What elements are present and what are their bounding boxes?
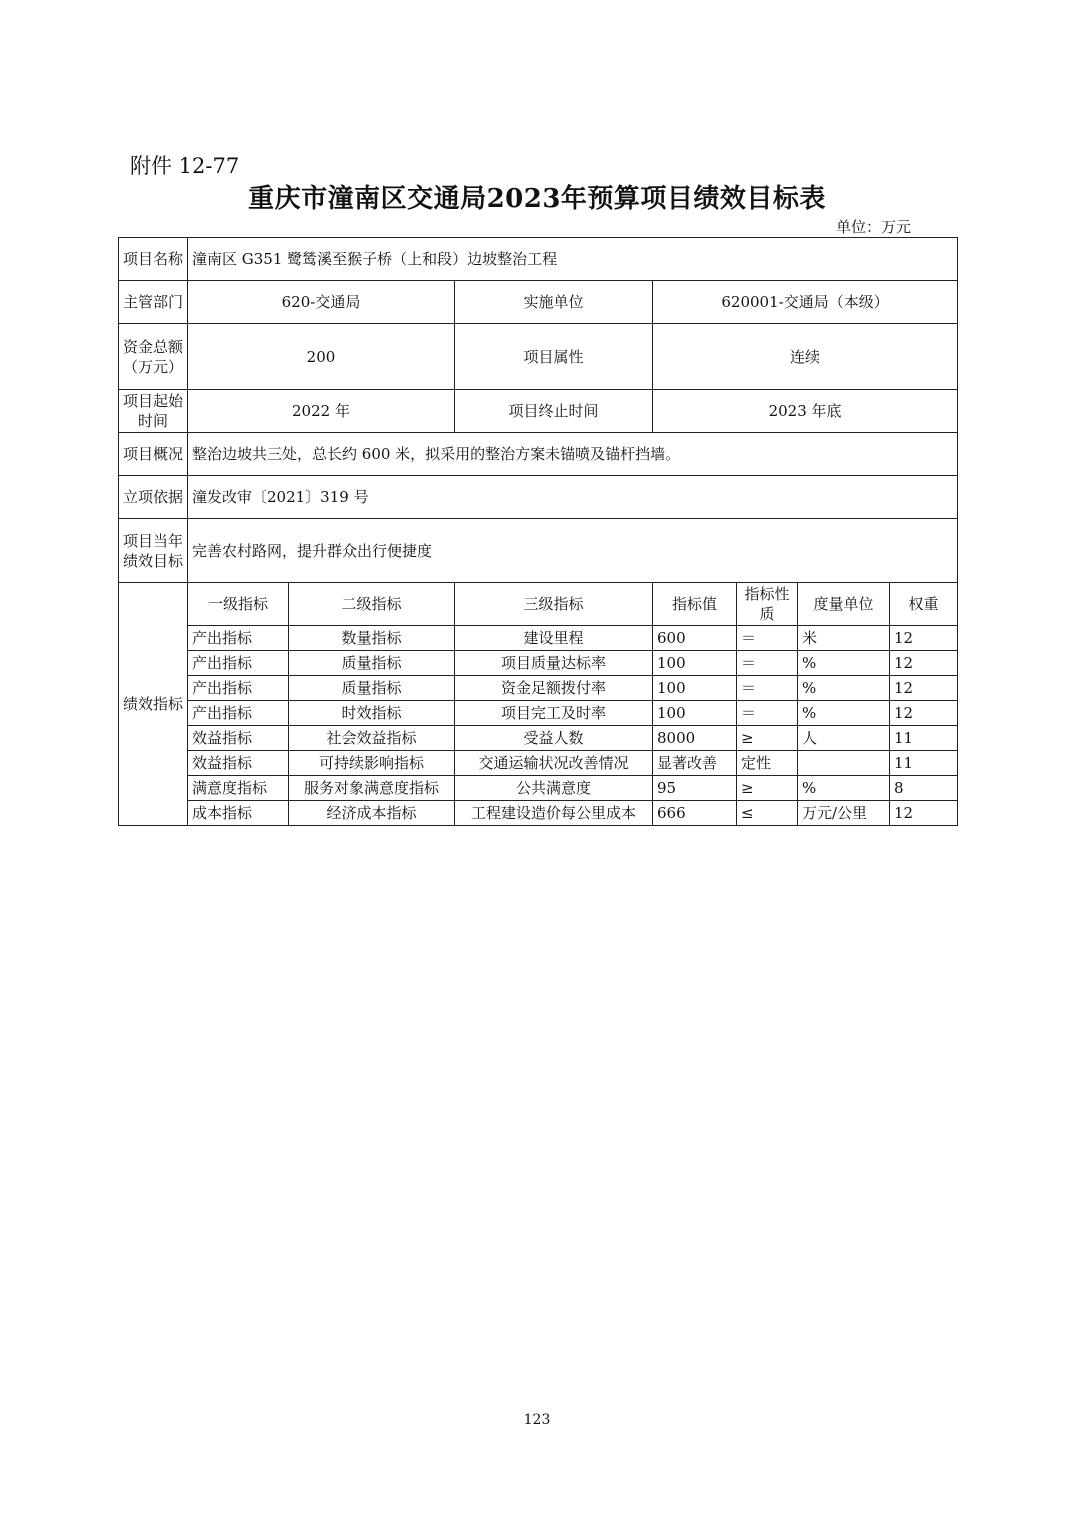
page-number: 123: [523, 1412, 551, 1428]
cell-weight: 12: [890, 701, 958, 726]
cell-level2: 社会效益指标: [289, 726, 455, 751]
cell-level1: 成本指标: [188, 801, 289, 826]
header-nature: 指标性质: [737, 583, 798, 626]
cell-level2: 质量指标: [289, 651, 455, 676]
impl-label: 实施单位: [455, 281, 653, 324]
dept-label: 主管部门: [119, 281, 188, 324]
cell-unit: [798, 751, 890, 776]
cell-value: 100: [653, 651, 737, 676]
cell-unit: %: [798, 651, 890, 676]
project-name-value: 潼南区 G351 鹭鸶溪至猴子桥（上和段）边坡整治工程: [188, 238, 958, 281]
fund-value: 200: [188, 324, 455, 390]
perf-header-row: [119, 583, 958, 626]
table-row: [119, 651, 958, 676]
cell-unit: %: [798, 776, 890, 801]
header-level1: 一级指标: [188, 583, 289, 626]
fund-label: 资金总额（万元）: [119, 324, 188, 390]
cell-unit: 人: [798, 726, 890, 751]
cell-nature: ＝: [737, 626, 798, 651]
row-goal: [119, 519, 958, 583]
table-row: [119, 726, 958, 751]
header-value: 指标值: [653, 583, 737, 626]
cell-level2: 数量指标: [289, 626, 455, 651]
cell-level3: 受益人数: [455, 726, 653, 751]
cell-nature: 定性: [737, 751, 798, 776]
cell-level1: 产出指标: [188, 626, 289, 651]
cell-level2: 经济成本指标: [289, 801, 455, 826]
impl-value: 620001-交通局（本级）: [653, 281, 958, 324]
cell-unit: %: [798, 701, 890, 726]
table-row: [119, 676, 958, 701]
attachment-label: 附件 12-77: [130, 154, 240, 178]
dept-value: 620-交通局: [188, 281, 455, 324]
cell-level1: 产出指标: [188, 701, 289, 726]
header-weight: 权重: [890, 583, 958, 626]
overview-label: 项目概况: [119, 433, 188, 476]
cell-value: 600: [653, 626, 737, 651]
cell-level2: 质量指标: [289, 676, 455, 701]
row-time: [119, 390, 958, 433]
cell-value: 666: [653, 801, 737, 826]
cell-nature: ＝: [737, 676, 798, 701]
header-level3: 三级指标: [455, 583, 653, 626]
perf-label: 绩效指标: [119, 583, 188, 826]
cell-level3: 公共满意度: [455, 776, 653, 801]
attr-value: 连续: [653, 324, 958, 390]
attr-label: 项目属性: [455, 324, 653, 390]
cell-weight: 12: [890, 801, 958, 826]
cell-level3: 项目完工及时率: [455, 701, 653, 726]
cell-weight: 12: [890, 626, 958, 651]
basis-label: 立项依据: [119, 476, 188, 519]
cell-value: 95: [653, 776, 737, 801]
row-project-name: [119, 238, 958, 281]
cell-level1: 产出指标: [188, 651, 289, 676]
project-name-label: 项目名称: [119, 238, 188, 281]
basis-value: 潼发改审〔2021〕319 号: [188, 476, 958, 519]
table-row: [119, 801, 958, 826]
end-label: 项目终止时间: [455, 390, 653, 433]
cell-weight: 8: [890, 776, 958, 801]
row-basis: [119, 476, 958, 519]
cell-level1: 效益指标: [188, 751, 289, 776]
cell-level1: 满意度指标: [188, 776, 289, 801]
cell-value: 100: [653, 676, 737, 701]
cell-unit: %: [798, 676, 890, 701]
cell-level3: 项目质量达标率: [455, 651, 653, 676]
page-title: 重庆市潼南区交通局2023年预算项目绩效目标表: [248, 184, 826, 214]
cell-level2: 可持续影响指标: [289, 751, 455, 776]
cell-value: 8000: [653, 726, 737, 751]
cell-weight: 12: [890, 651, 958, 676]
performance-target-table: [118, 237, 958, 826]
table-row: [119, 751, 958, 776]
cell-level2: 服务对象满意度指标: [289, 776, 455, 801]
row-fund: [119, 324, 958, 390]
start-label: 项目起始时间: [119, 390, 188, 433]
cell-nature: ≥: [737, 726, 798, 751]
cell-nature: ＝: [737, 701, 798, 726]
cell-weight: 11: [890, 751, 958, 776]
cell-level1: 效益指标: [188, 726, 289, 751]
overview-value: 整治边坡共三处，总长约 600 米，拟采用的整治方案未锚喷及锚杆挡墙。: [188, 433, 958, 476]
unit-label: 单位：万元: [836, 218, 912, 236]
cell-level3: 资金足额拨付率: [455, 676, 653, 701]
cell-unit: 米: [798, 626, 890, 651]
cell-level3: 工程建设造价每公里成本: [455, 801, 653, 826]
goal-value: 完善农村路网，提升群众出行便捷度: [188, 519, 958, 583]
start-value: 2022 年: [188, 390, 455, 433]
cell-nature: ≤: [737, 801, 798, 826]
row-overview: [119, 433, 958, 476]
cell-level2: 时效指标: [289, 701, 455, 726]
end-value: 2023 年底: [653, 390, 958, 433]
header-unit: 度量单位: [798, 583, 890, 626]
cell-level3: 建设里程: [455, 626, 653, 651]
table-row: [119, 701, 958, 726]
cell-nature: ＝: [737, 651, 798, 676]
cell-nature: ≥: [737, 776, 798, 801]
cell-unit: 万元/公里: [798, 801, 890, 826]
cell-level1: 产出指标: [188, 676, 289, 701]
row-department: [119, 281, 958, 324]
cell-value: 显著改善: [653, 751, 737, 776]
cell-weight: 12: [890, 676, 958, 701]
cell-weight: 11: [890, 726, 958, 751]
table-row: [119, 776, 958, 801]
goal-label: 项目当年绩效目标: [119, 519, 188, 583]
header-level2: 二级指标: [289, 583, 455, 626]
cell-value: 100: [653, 701, 737, 726]
cell-level3: 交通运输状况改善情况: [455, 751, 653, 776]
table-row: [119, 626, 958, 651]
